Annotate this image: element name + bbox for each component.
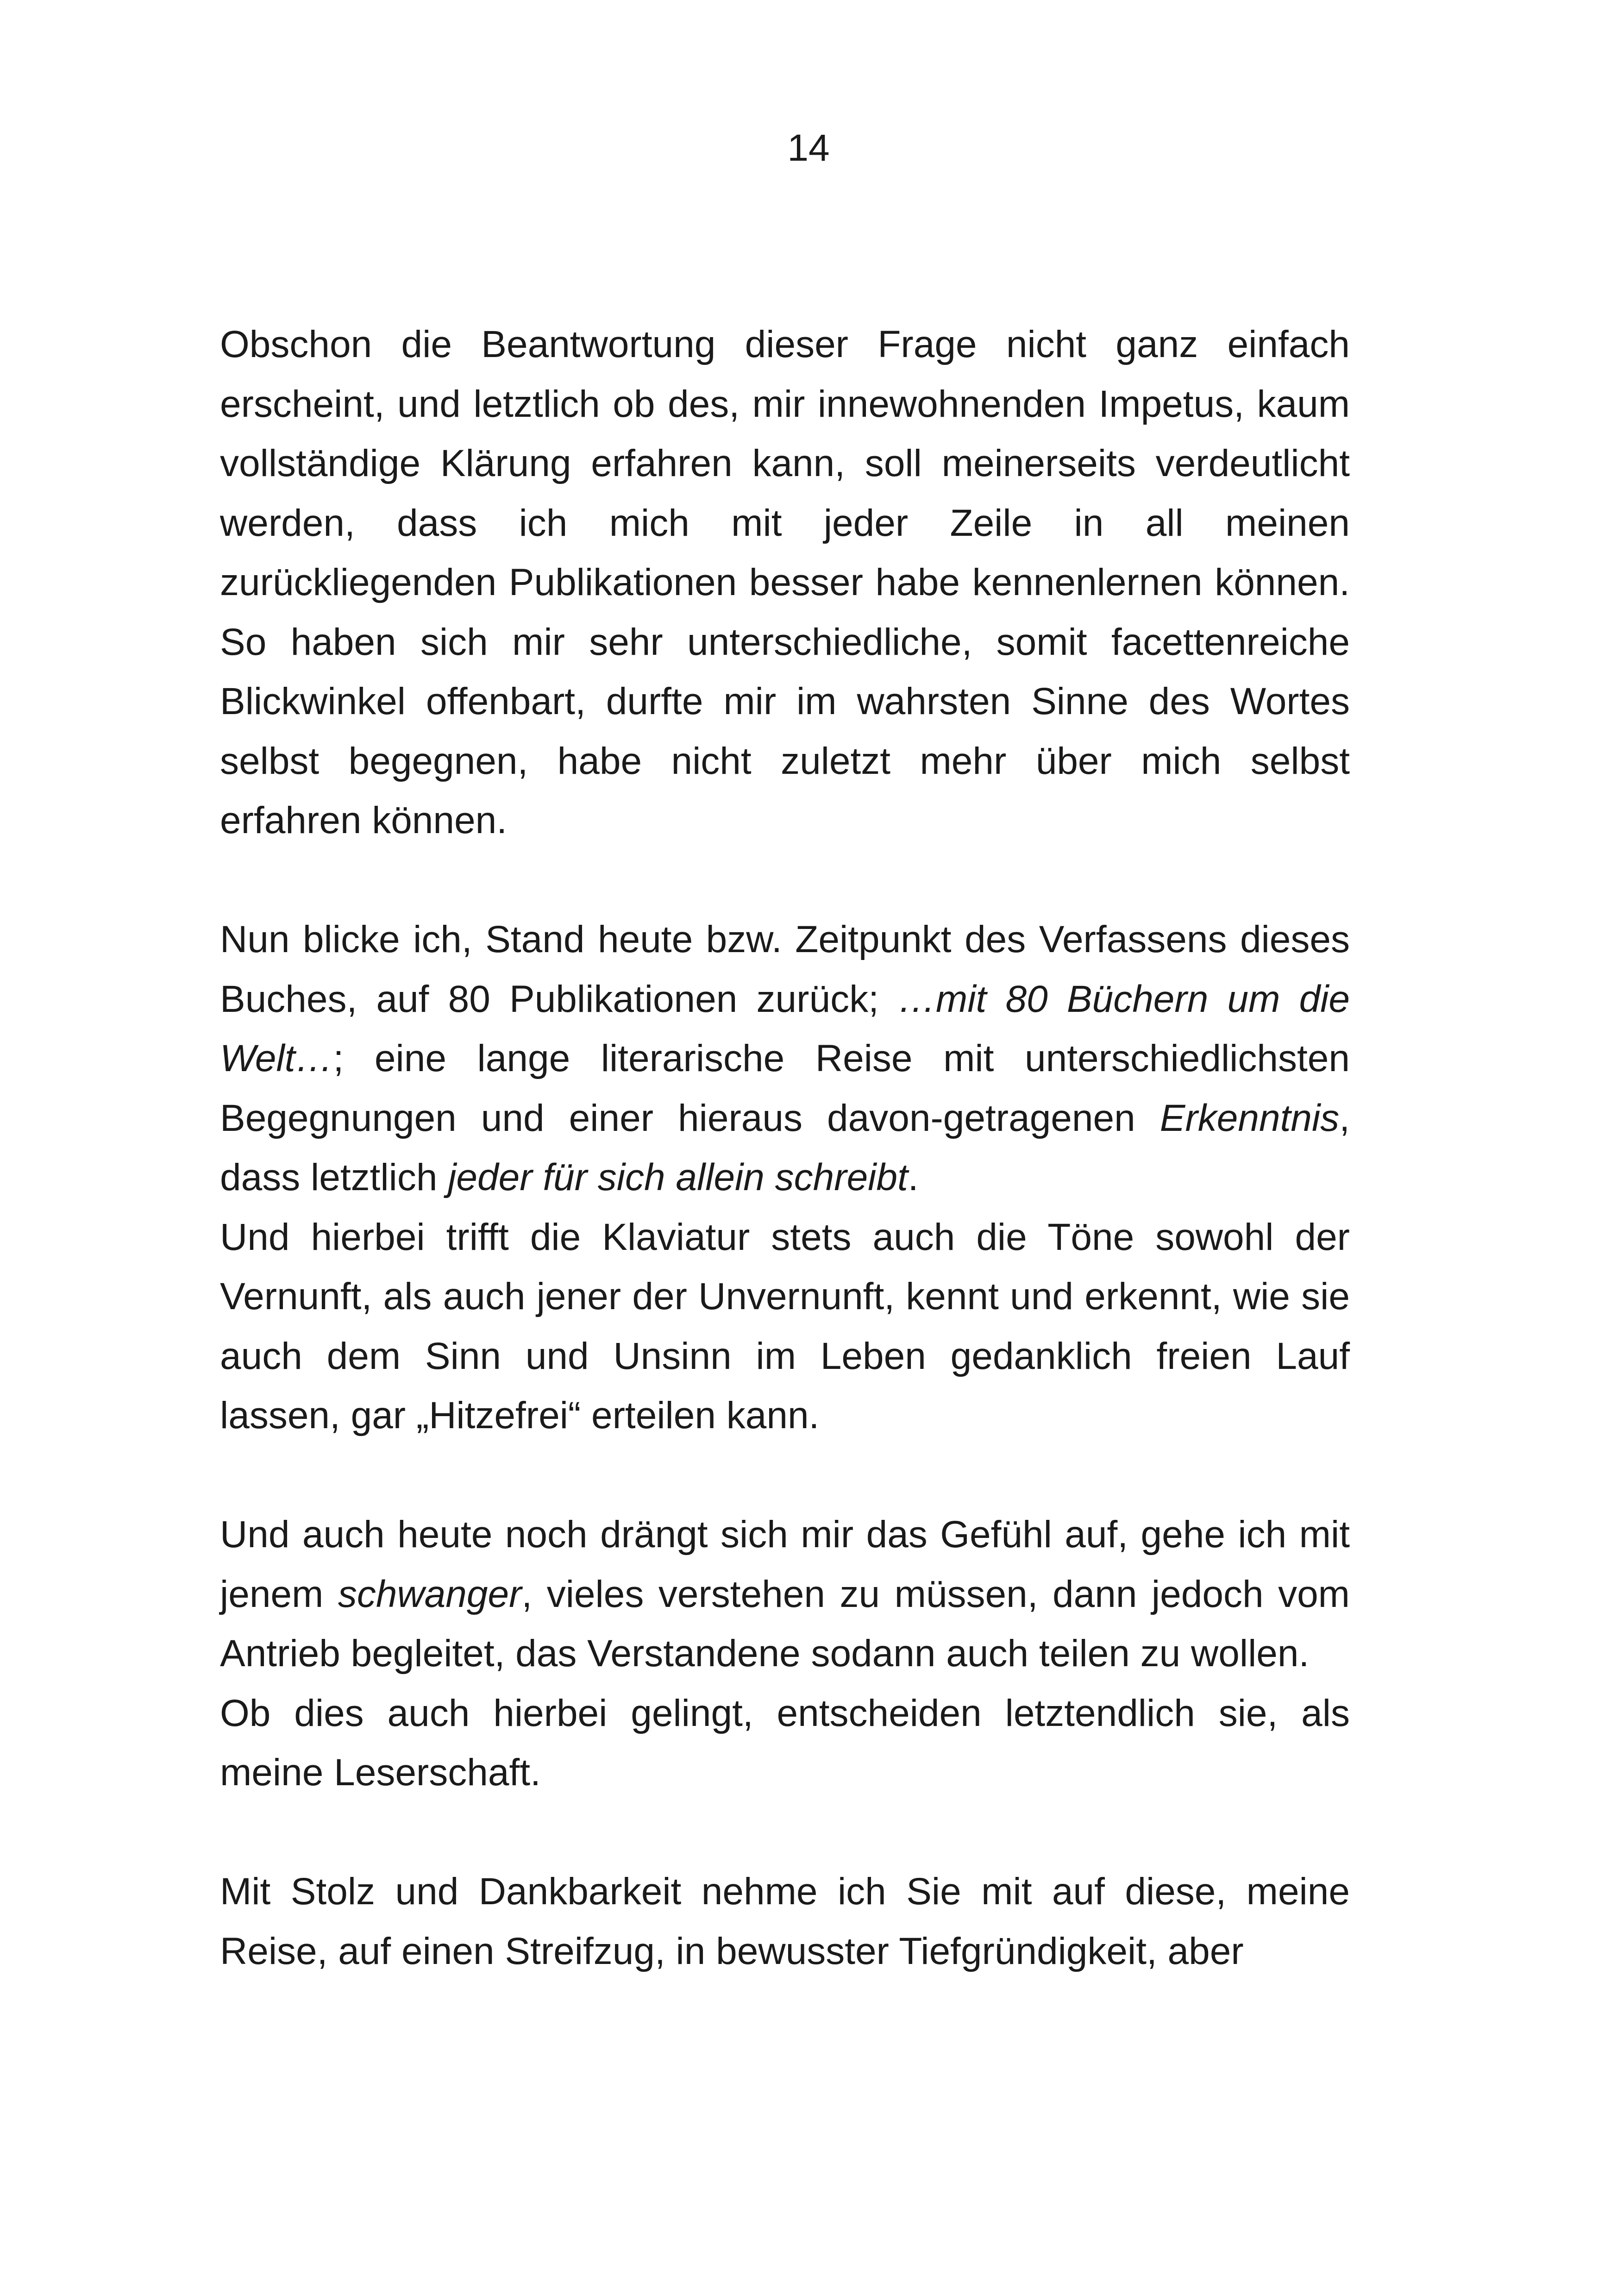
text-segment: Mit Stolz und Dankbarkeit nehme ich Sie mit auf diese, meine Reise, auf einen Streifzug, in bewusster Tiefgründigkeit, aber [220, 1870, 1350, 1972]
text-segment: . [908, 1156, 919, 1198]
text-segment: Ob dies auch hierbei gelingt, entscheiden letztendlich sie, als meine Leserschaft. [220, 1692, 1350, 1794]
paragraph-p1 [220, 315, 1350, 851]
text-segment: , dass letztlich [220, 1097, 1350, 1198]
italic-text: schwanger [338, 1573, 522, 1615]
text-segment: , vieles verstehen zu müssen, dann jedoch vom Antrieb begleitet, das Verstandene sodann auch teilen zu wollen. [220, 1573, 1350, 1675]
paragraph-p4 [220, 1505, 1350, 1684]
paragraph-p3 [220, 1208, 1350, 1446]
text-segment: Und hierbei trifft die Klaviatur stets auch die Töne sowohl der Vernunft, als auch jener der Unvernunft, kennt und erkennt, wie sie auch dem Sinn und Unsinn im Leben gedanklich freien Lauf lassen, gar „Hitzefrei“ erteilen kann. [220, 1216, 1350, 1437]
italic-text: Erkenntnis [1159, 1097, 1340, 1139]
text-segment: Obschon die Beantwortung dieser Frage nicht ganz einfach erscheint, und letztlich ob des, mir innewohnenden Impetus, kaum vollständige Klärung erfahren kann, soll meinerseits verdeutlicht werden, dass ich mich mit jeder Zeile in all meinen zurückliegenden Publikationen besser habe kennenlernen können. So haben sich mir sehr unterschiedliche, somit facettenreiche Blickwinkel offenbart, durfte mir im wahrsten Sinne des Wortes selbst begegnen, habe nicht zuletzt mehr über mich selbst erfahren können. [220, 323, 1350, 841]
italic-text: …mit 80 Büchern um die Welt… [220, 978, 1350, 1079]
text-segment: Nun blicke ich, Stand heute bzw. Zeitpunkt des Verfassens dieses Buches, auf 80 Publikationen zurück; [220, 918, 1350, 1020]
paragraph-p2 [220, 910, 1350, 1208]
paragraph-p5 [220, 1684, 1350, 1803]
text-segment: Und auch heute noch drängt sich mir das Gefühl auf, gehe ich mit jenem [220, 1513, 1350, 1615]
text-segment: ; eine lange literarische Reise mit unterschiedlichsten Begegnungen und einer hieraus davon-getragenen [220, 1037, 1350, 1139]
page-number: 14 [787, 127, 830, 169]
italic-text: jeder für sich allein schreibt [448, 1156, 908, 1198]
body-text [220, 315, 1350, 1981]
paragraph-p6 [220, 1862, 1350, 1981]
